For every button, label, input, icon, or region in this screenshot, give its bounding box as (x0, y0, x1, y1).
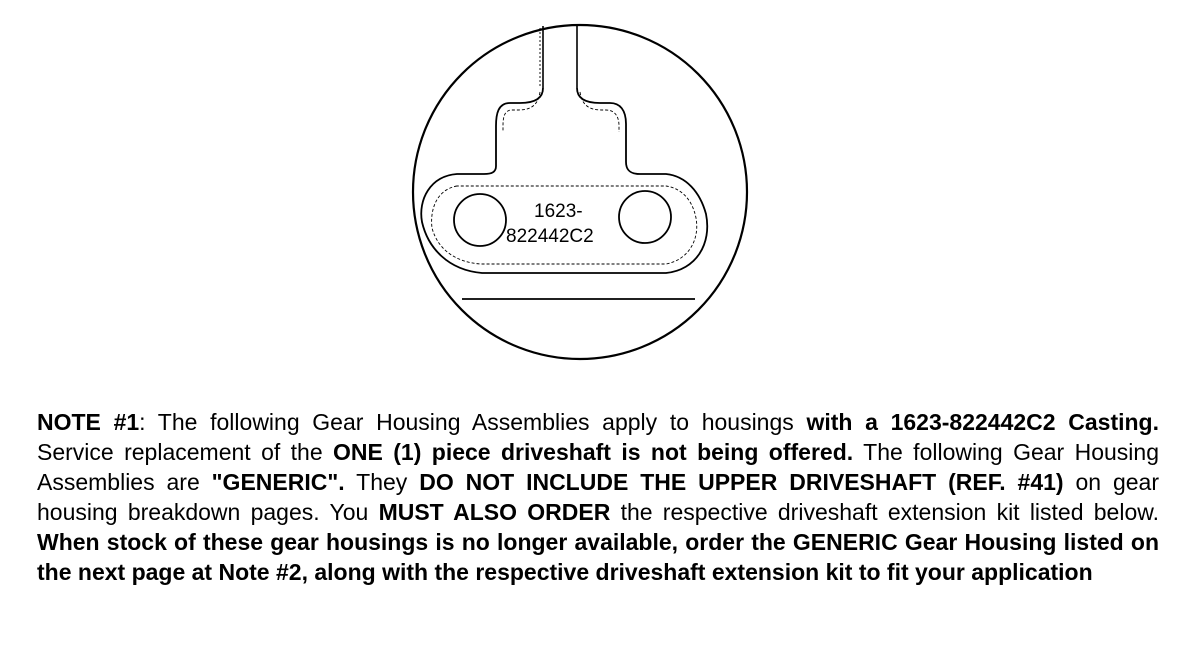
casting-number-label (506, 201, 594, 247)
note-text: : The following Gear Housing Assemblies apply to housings (139, 409, 807, 435)
note-bold-text: DO NOT INCLUDE THE UPPER DRIVESHAFT (REF. #41) (419, 469, 1064, 495)
left-bolt-hole (454, 194, 506, 246)
housing-inner-contour (503, 92, 619, 132)
note-text: The following Gear Housing Assemblies are (37, 439, 1159, 495)
right-bolt-hole (619, 191, 671, 243)
note-bold-text: ONE (1) piece driveshaft is not being offered. (333, 439, 854, 465)
lobe-inner-outline (432, 186, 697, 264)
note-text: Service replacement of the (37, 439, 334, 465)
note-bold-text: with a 1623-822442C2 Casting. (806, 409, 1159, 435)
note-bold-text: MUST ALSO ORDER (378, 499, 611, 525)
casting-label-line1: 1623- (534, 201, 583, 222)
note-text: They (344, 469, 420, 495)
note-bold-text: When stock of these gear housings is no longer available, order the GENERIC Gear Housing listed on the next page at Note #2, along with the respective driveshaft extension kit to fit your application (37, 529, 1159, 585)
note-1-paragraph (37, 407, 1159, 587)
note-bold-text: NOTE #1 (37, 409, 140, 435)
casting-label-line2: 822442C2 (506, 226, 594, 247)
shaft-stem (540, 26, 577, 88)
note-bold-text: "GENERIC". (211, 469, 345, 495)
note-text: the respective driveshaft extension kit listed below. (610, 499, 1159, 525)
note-text: on gear housing breakdown pages. You (37, 469, 1159, 525)
